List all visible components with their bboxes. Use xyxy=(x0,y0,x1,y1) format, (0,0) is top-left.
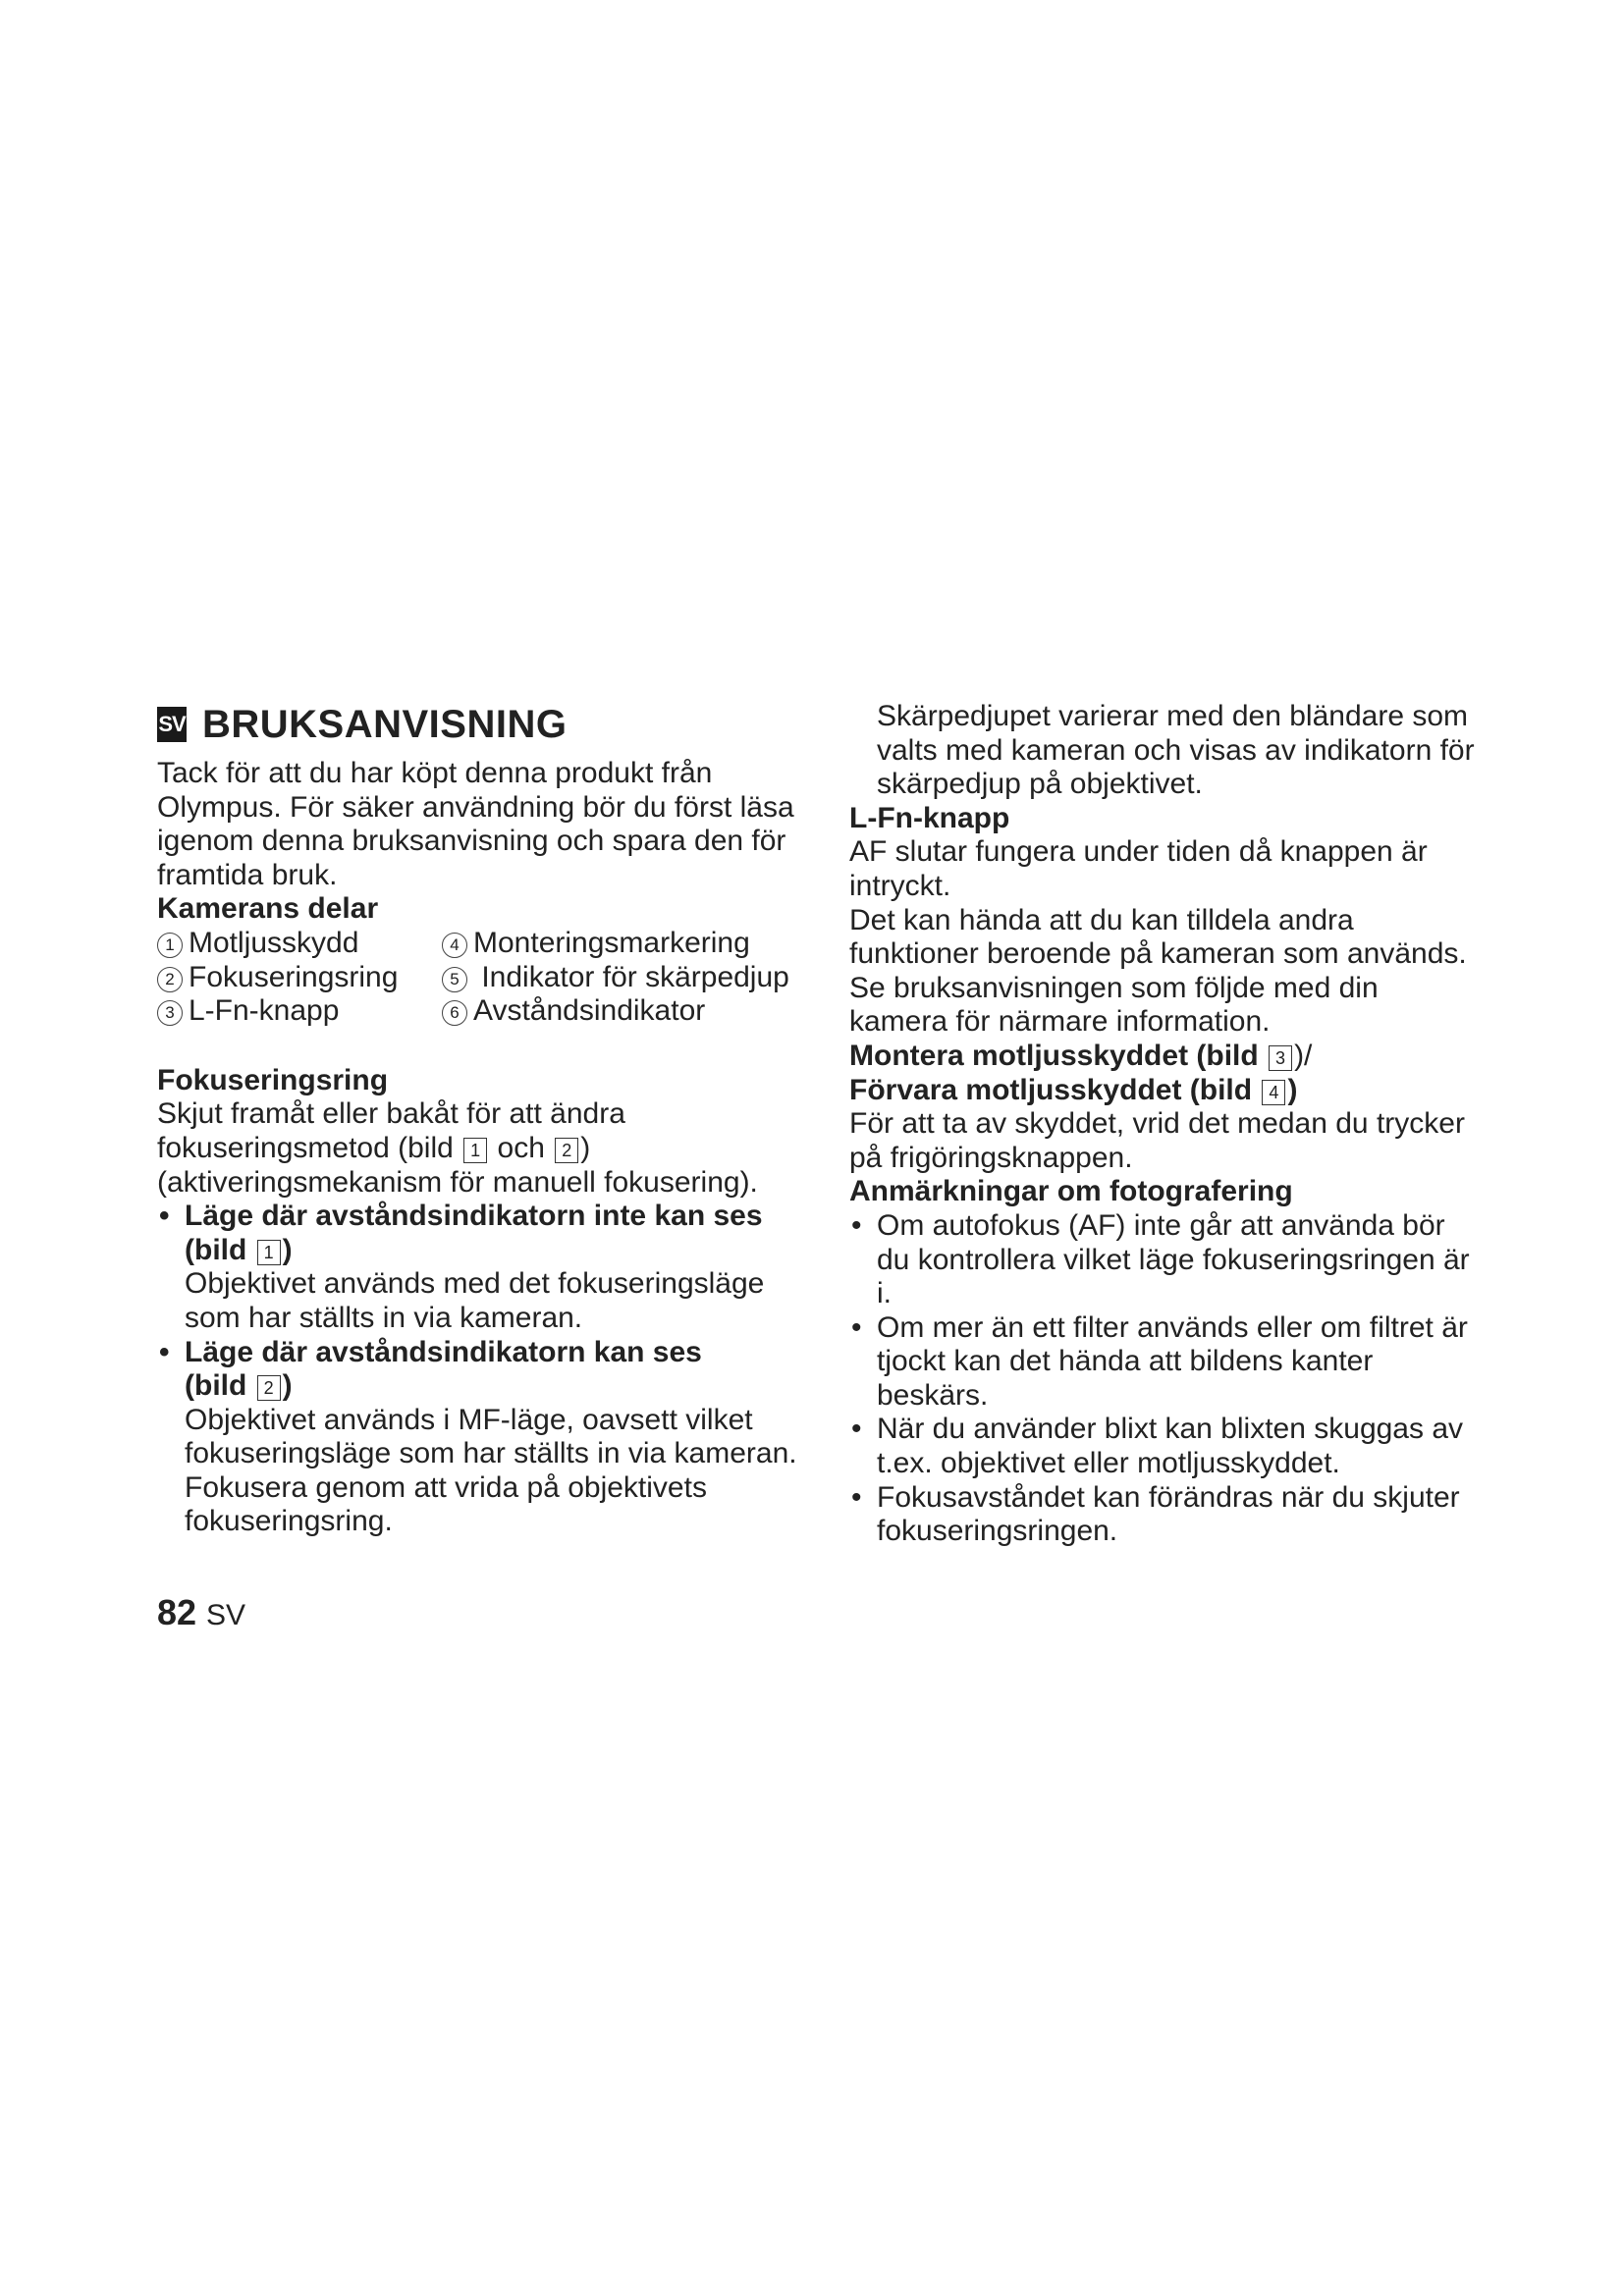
right-column xyxy=(849,700,1478,1549)
bild-label: (bild xyxy=(185,1369,247,1403)
focus-och: och xyxy=(497,1131,545,1164)
part-label: Indikator för skärpedjup xyxy=(473,960,789,993)
note-item: • Om mer än ett filter används eller om filtret är tjockt kan det hända att bildens kanter beskärs. xyxy=(849,1311,1478,1414)
page-number: 82 xyxy=(157,1592,197,1632)
store-heading-text: Förvara motljusskyddet (bild xyxy=(849,1073,1253,1106)
number-circle: 5 xyxy=(442,967,467,992)
intro-text: Tack för att du har köpt denna produkt från Olympus. För säker användning bör du först läsa igenom denna bruksanvisning och spara den för framtida bruk. xyxy=(157,757,794,891)
bullet-title: Läge där avståndsindikatorn kan ses xyxy=(185,1335,702,1368)
language-badge: SV xyxy=(157,707,187,742)
part-label: Motljusskydd xyxy=(189,926,359,959)
focus-text-a: Skjut framåt eller bakåt för att ändra fokuseringsmetod (bild xyxy=(157,1097,625,1164)
figure-ref: 1 xyxy=(463,1138,487,1163)
mount-text: För att ta av skyddet, vrid det medan du trycker på frigöringsknappen. xyxy=(849,1107,1465,1174)
figure-ref: 1 xyxy=(257,1240,281,1265)
parts-list xyxy=(157,927,825,1029)
lfn-heading: L-Fn-knapp xyxy=(849,801,1010,834)
note-item: • Om autofokus (AF) inte går att använda bör du kontrollera vilket läge fokuseringsringen är i. xyxy=(849,1209,1478,1311)
title-row xyxy=(157,700,825,749)
bullet-heading: • Läge där avståndsindikatorn inte kan ses (bild 1 ) xyxy=(157,1200,825,1267)
focus-text-b: ) (aktiveringsmekanism för manuell fokusering). xyxy=(157,1131,758,1199)
focus-ring-text xyxy=(157,1097,825,1200)
focus-ring-heading: Fokuseringsring xyxy=(157,1063,389,1096)
lfn-text: AF slutar fungera under tiden då knappen är intryckt. xyxy=(849,835,1428,902)
part-label: L-Fn-knapp xyxy=(189,994,340,1028)
bullet-text: Fokusera genom att vrida på objektivets fokuseringsring. xyxy=(185,1470,707,1538)
note-item: • Fokusavståndet kan förändras när du skjuter fokuseringsringen. xyxy=(849,1481,1478,1549)
part-label: Avståndsindikator xyxy=(473,994,706,1028)
number-circle: 3 xyxy=(157,1000,183,1026)
part-item xyxy=(442,994,825,1029)
figure-ref: 2 xyxy=(555,1138,578,1163)
number-circle: 4 xyxy=(442,933,467,958)
parts-heading: Kamerans delar xyxy=(157,892,379,926)
figure-ref: 3 xyxy=(1269,1045,1292,1071)
notes-heading: Anmärkningar om fotografering xyxy=(849,1175,1293,1208)
number-circle: 2 xyxy=(157,967,183,992)
bild-label: (bild xyxy=(185,1233,247,1266)
mount-heading: Montera motljusskyddet (bild 3 )/ xyxy=(849,1039,1313,1072)
left-column xyxy=(157,700,825,1539)
figure-ref: 2 xyxy=(257,1375,281,1401)
bullet-text: Objektivet används i MF-läge, oavsett vilket fokuseringsläge som har ställts in via kameran. xyxy=(185,1403,797,1470)
part-item xyxy=(442,927,825,961)
lfn-text: Det kan hända att du kan tilldela andra funktioner beroende på kameran som används. Se bruksanvisningen som följde med din kamera för närmare information. xyxy=(849,903,1467,1039)
part-item xyxy=(157,994,442,1029)
depth-text: Skärpedjupet varierar med den bländare som valts med kameran och visas av indikatorn för skärpedjup på objektivet. xyxy=(877,700,1475,801)
mount-heading-text: Montera motljusskyddet (bild xyxy=(849,1039,1259,1072)
bullet-heading: • Läge där avståndsindikatorn kan ses (bild 2 ) xyxy=(157,1336,825,1404)
page-title: BRUKSANVISNING xyxy=(202,702,568,746)
number-circle: 6 xyxy=(442,1000,467,1026)
store-heading: Förvara motljusskyddet (bild 4 ) xyxy=(849,1073,1298,1106)
part-label: Fokuseringsring xyxy=(189,960,399,993)
part-item xyxy=(157,961,442,995)
bullet-title: Läge där avståndsindikatorn inte kan ses xyxy=(185,1200,763,1233)
part-item xyxy=(157,927,442,961)
number-circle: 1 xyxy=(157,933,183,958)
page-footer xyxy=(157,1592,245,1633)
figure-ref: 4 xyxy=(1262,1080,1285,1105)
part-label: Monteringsmarkering xyxy=(473,926,750,959)
note-item: • När du använder blixt kan blixten skuggas av t.ex. objektivet eller motljusskyddet. xyxy=(849,1413,1478,1480)
part-item xyxy=(442,961,825,995)
footer-lang: SV xyxy=(206,1599,246,1631)
bullet-text: Objektivet används med det fokuseringsläge som har ställts in via kameran. xyxy=(185,1267,765,1334)
